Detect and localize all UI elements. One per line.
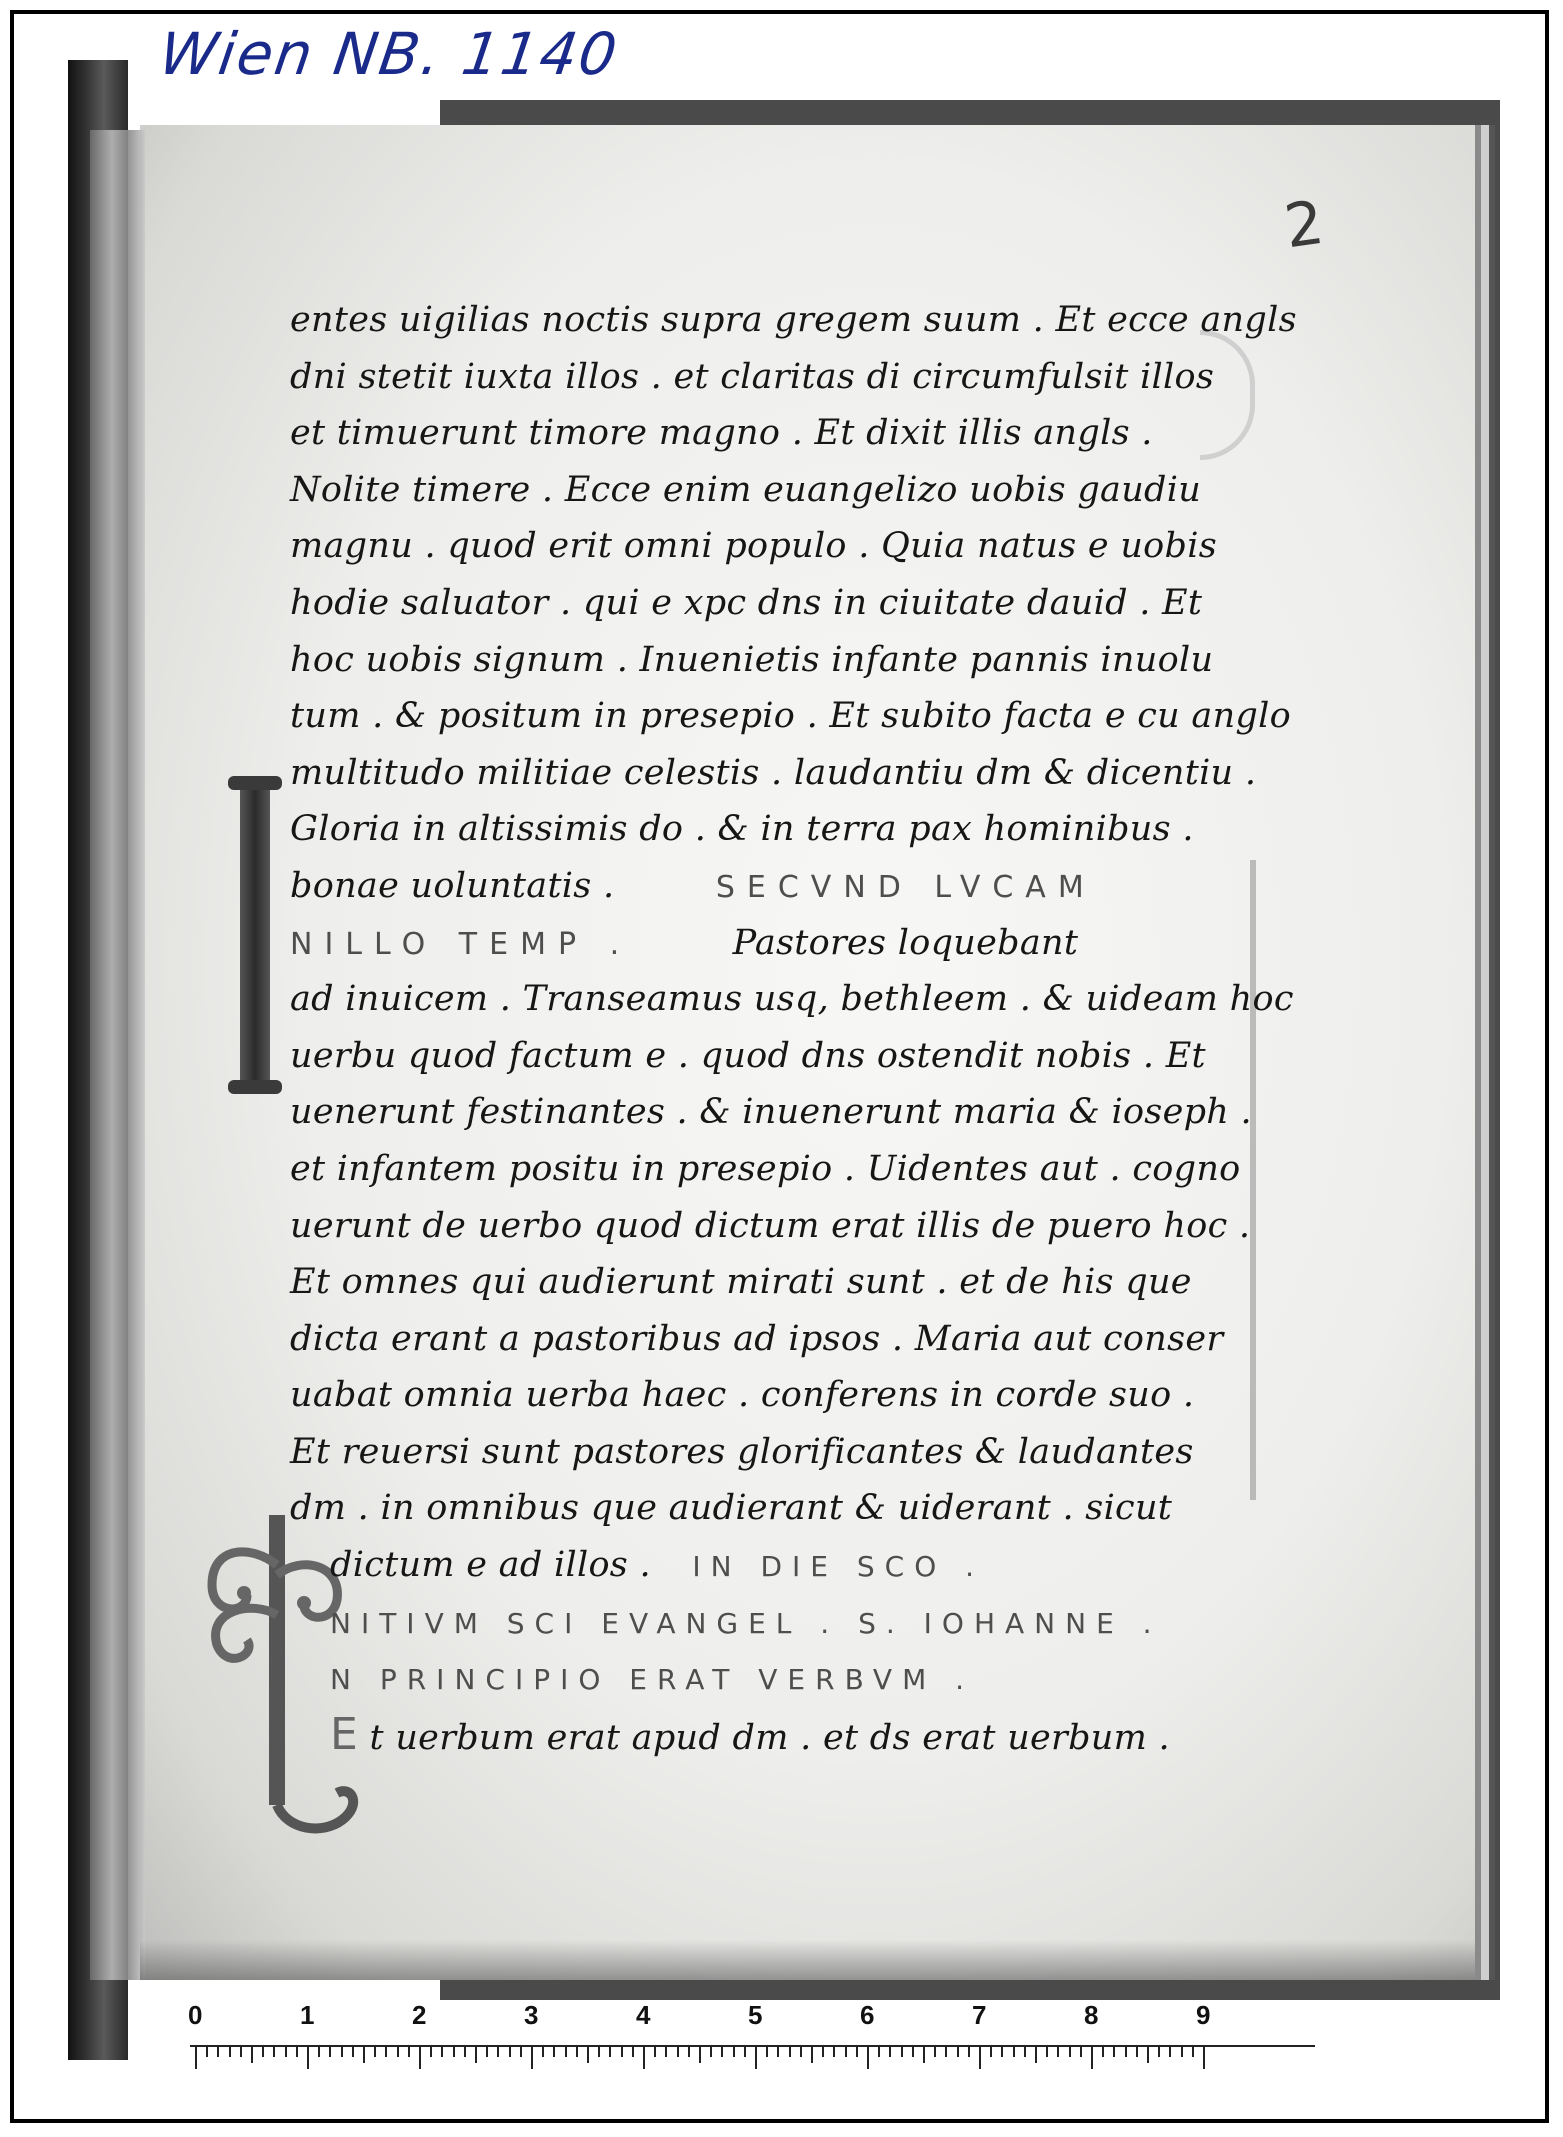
text-line-with-rubric xyxy=(290,858,1270,915)
ruler-tick xyxy=(542,2047,544,2057)
ruler-tick xyxy=(273,2047,275,2057)
text-line: uenerunt festinantes . & inuenerunt maria & ioseph . xyxy=(290,1092,1252,1133)
ruler-tick xyxy=(1035,2047,1037,2063)
ruler-tick xyxy=(1069,2047,1071,2057)
ruler-tick xyxy=(845,2047,847,2057)
text-line: tum . & positum in presepio . Et subito facta e cu anglo xyxy=(290,696,1292,737)
ruler-tick xyxy=(520,2047,522,2057)
scale-ruler xyxy=(110,2000,1300,2075)
ruler-tick xyxy=(307,2047,309,2069)
ruler-tick xyxy=(1158,2047,1160,2057)
ruler-tick xyxy=(262,2047,264,2057)
ruler-tick xyxy=(1001,2047,1003,2057)
ruler-tick xyxy=(979,2047,981,2069)
ruler-tick xyxy=(441,2047,443,2057)
ruler-number: 5 xyxy=(748,2000,763,2030)
ruler-number: 9 xyxy=(1196,2000,1211,2030)
ruler-tick xyxy=(688,2047,690,2057)
ruler-tick xyxy=(1080,2047,1082,2057)
ruler-tick xyxy=(1057,2047,1059,2057)
ruler-tick xyxy=(934,2047,936,2057)
text-line: Et reuersi sunt pastores glorificantes & laudantes xyxy=(290,1431,1194,1472)
ruler-tick xyxy=(677,2047,679,2057)
ruler-tick xyxy=(363,2047,365,2063)
text-line: Et omnes qui audierunt mirati sunt . et de his que xyxy=(290,1262,1192,1303)
rubric-in-die-sancto: IN DIE SCO . xyxy=(692,1550,985,1584)
ruler-tick xyxy=(766,2047,768,2057)
ruler-tick xyxy=(968,2047,970,2057)
ruler-tick xyxy=(296,2047,298,2057)
ruler-number: 6 xyxy=(860,2000,875,2030)
ruler-tick xyxy=(912,2047,914,2057)
ruler-tick xyxy=(1113,2047,1115,2057)
ruler-tick xyxy=(1136,2047,1138,2057)
ruler-tick xyxy=(1102,2047,1104,2057)
ruler-tick xyxy=(789,2047,791,2057)
text-line: dni stetit iuxta illos . et claritas di circumfulsit illos xyxy=(290,356,1215,397)
text-line: uabat omnia uerba haec . conferens in corde suo . xyxy=(290,1375,1195,1416)
text-segment: bonae uoluntatis . xyxy=(290,865,615,906)
ruler-tick xyxy=(285,2047,287,2057)
ruler-tick xyxy=(453,2047,455,2057)
ruler-tick xyxy=(901,2047,903,2057)
ruler-tick xyxy=(419,2047,421,2069)
rubric-initium-evangelii: NITIVM SCI EVANGEL . S. IOHANNE . xyxy=(330,1606,1162,1640)
ruler-tick xyxy=(240,2047,242,2057)
ruler-tick xyxy=(1046,2047,1048,2057)
text-line-with-rubric xyxy=(290,915,1270,972)
ruler-tick xyxy=(654,2047,656,2057)
ruler-tick xyxy=(1169,2047,1171,2057)
ruler-tick xyxy=(923,2047,925,2063)
text-segment: Pastores loquebant xyxy=(732,922,1079,963)
ruler-tick xyxy=(408,2047,410,2057)
ruler-tick xyxy=(318,2047,320,2057)
text-line: hoc uobis signum . Inuenietis infante pannis inuolu xyxy=(290,639,1214,680)
ruler-tick xyxy=(755,2047,757,2069)
ruler-tick xyxy=(1091,2047,1093,2069)
rubric-in-illo-tempore: NILLO TEMP . xyxy=(290,926,632,962)
ruler-tick xyxy=(856,2047,858,2057)
text-line: Gloria in altissimis do . & in terra pax hominibus . xyxy=(290,809,1194,850)
text-line: dicta erant a pastoribus ad ipsos . Maria aut conser xyxy=(290,1318,1224,1359)
rubric-in-principio: N PRINCIPIO ERAT VERBVM . xyxy=(330,1663,975,1697)
ruler-tick xyxy=(1125,2047,1127,2057)
ruler-tick xyxy=(397,2047,399,2057)
text-segment: dictum e ad illos . xyxy=(330,1545,651,1586)
ruler-tick xyxy=(598,2047,600,2057)
text-line: ad inuicem . Transeamus usq, bethleem . & uideam hoc xyxy=(290,979,1294,1020)
text-line: et timuerunt timore magno . Et dixit illis angls . xyxy=(290,413,1153,454)
ruler-tick xyxy=(1013,2047,1015,2057)
ruler-tick xyxy=(990,2047,992,2057)
folio-number: 2 xyxy=(1280,187,1328,263)
ruler-tick xyxy=(576,2047,578,2057)
ruler-tick xyxy=(531,2047,533,2069)
ruler-tick xyxy=(1203,2047,1205,2069)
ruler-tick xyxy=(699,2047,701,2063)
ruler-tick xyxy=(229,2047,231,2057)
ruler-tick xyxy=(889,2047,891,2057)
text-line: uerbu quod factum e . quod dns ostendit nobis . Et xyxy=(290,1035,1206,1076)
ruler-tick xyxy=(609,2047,611,2057)
ruler-tick xyxy=(565,2047,567,2057)
text-line: uerunt de uerbo quod dictum erat illis de puero hoc . xyxy=(290,1205,1251,1246)
initial-i-decorated xyxy=(240,780,270,1090)
ruler-tick xyxy=(833,2047,835,2057)
text-line: et infantem positu in presepio . Uidentes aut . cogno xyxy=(290,1148,1241,1189)
ruler-tick xyxy=(811,2047,813,2063)
text-line: multitudo militiae celestis . laudantiu dm & dicentiu . xyxy=(290,752,1257,793)
ruler-number: 4 xyxy=(636,2000,651,2030)
ruler-number: 3 xyxy=(524,2000,539,2030)
ruler-tick xyxy=(632,2047,634,2057)
ruler-tick xyxy=(867,2047,869,2069)
rubric-line xyxy=(290,1650,1270,1707)
ruler-tick xyxy=(587,2047,589,2063)
ruler-tick xyxy=(1147,2047,1149,2063)
text-line: hodie saluator . qui e xpc dns in ciuitate dauid . Et xyxy=(290,582,1203,623)
rubric-secundum-lucam: SECVND LVCAM xyxy=(715,869,1096,905)
page-bottom-edge xyxy=(140,1940,1475,1980)
ruler-number: 7 xyxy=(972,2000,987,2030)
text-line-with-rubric xyxy=(290,1537,1270,1594)
ruler-tick xyxy=(1024,2047,1026,2057)
text-line: magnu . quod erit omni populo . Quia natus e uobis xyxy=(290,526,1218,567)
ruler-number: 8 xyxy=(1084,2000,1099,2030)
ruler-tick xyxy=(945,2047,947,2057)
ruler-tick xyxy=(710,2047,712,2057)
ruler-tick xyxy=(777,2047,779,2057)
ruler-tick xyxy=(486,2047,488,2057)
ruler-tick xyxy=(341,2047,343,2057)
ruler-tick xyxy=(1181,2047,1183,2057)
ruler-tick xyxy=(665,2047,667,2057)
ruler-tick xyxy=(475,2047,477,2063)
ruler-number: 1 xyxy=(300,2000,315,2030)
ruler-tick xyxy=(385,2047,387,2057)
ruler-tick xyxy=(643,2047,645,2069)
text-line: Nolite timere . Ecce enim euangelizo uobis gaudiu xyxy=(290,469,1202,510)
ruler-tick xyxy=(329,2047,331,2057)
ruler-tick xyxy=(878,2047,880,2057)
text-line: dm . in omnibus que audierant & uiderant . sicut xyxy=(290,1488,1173,1529)
text-line xyxy=(290,1707,1270,1764)
ruler-tick xyxy=(621,2047,623,2057)
ruler-tick xyxy=(430,2047,432,2057)
ruler-tick xyxy=(744,2047,746,2057)
manuscript-text xyxy=(290,292,1297,1763)
ruler-tick xyxy=(217,2047,219,2057)
ruler-tick xyxy=(374,2047,376,2057)
ruler-tick xyxy=(721,2047,723,2057)
ruler-tick xyxy=(206,2047,208,2057)
gutter-strip xyxy=(90,130,145,1980)
ruler-tick xyxy=(251,2047,253,2063)
ruler-tick xyxy=(822,2047,824,2057)
ruler-tick xyxy=(195,2047,197,2069)
ruler-tick xyxy=(733,2047,735,2057)
shelfmark-annotation: Wien NB. 1140 xyxy=(155,20,623,88)
text-line: entes uigilias noctis supra gregem suum . Et ecce angls xyxy=(290,300,1297,340)
ruler-tick xyxy=(957,2047,959,2057)
rubric-line xyxy=(290,1594,1270,1651)
ruler-tick xyxy=(352,2047,354,2057)
initial-e-icon: E xyxy=(330,1708,359,1760)
ruler-number: 2 xyxy=(412,2000,427,2030)
ruler-tick xyxy=(553,2047,555,2057)
ruler-tick xyxy=(464,2047,466,2057)
ruler-tick xyxy=(1192,2047,1194,2057)
ruler-tick xyxy=(509,2047,511,2057)
ruler-number: 0 xyxy=(188,2000,203,2030)
ruler-tick xyxy=(800,2047,802,2057)
text-segment: t uerbum erat apud dm . et ds erat uerbum . xyxy=(369,1717,1170,1758)
ruler-tick xyxy=(497,2047,499,2057)
